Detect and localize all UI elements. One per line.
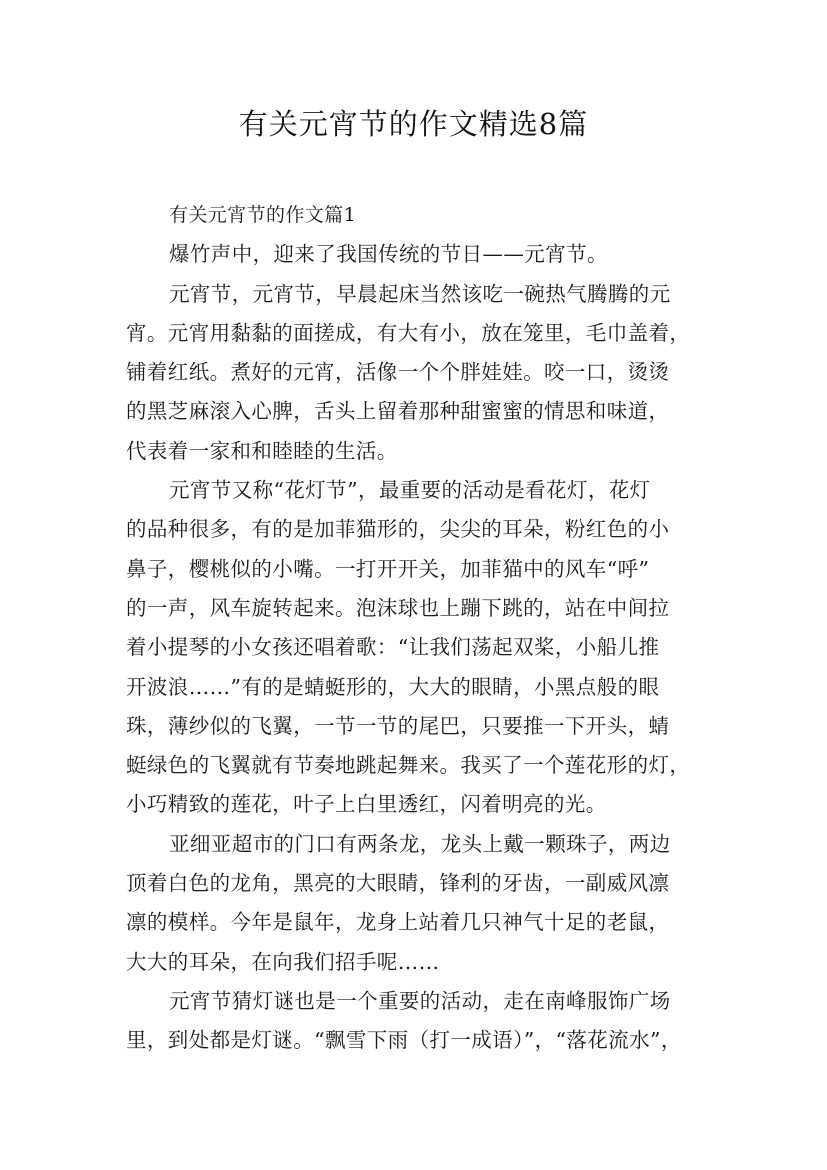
paragraph-line: 鼻子，樱桃似的小嘴。一打开开关，加菲猫中的风车“呼”: [126, 556, 650, 581]
paragraph-line: 亚细亚超市的门口有两条龙，龙头上戴一颗珠子，两边: [169, 831, 671, 856]
paragraph-line: 蜓绿色的飞翼就有节奏地跳起舞来。我买了一个莲花形的灯，: [126, 753, 691, 778]
paragraph-line: 凛的模样。今年是鼠年，龙身上站着几只神气十足的老鼠，: [126, 910, 670, 935]
paragraph-line: 元宵节猜灯谜也是一个重要的活动，走在南峰服饰广场: [169, 988, 671, 1013]
paragraph-line: 元宵节，元宵节，早晨起床当然该吃一碗热气腾腾的元: [169, 281, 671, 306]
paragraph-line: 宵。元宵用黏黏的面搓成，有大有小，放在笼里，毛巾盖着，: [126, 320, 691, 345]
paragraph-line: 顶着白色的龙角，黑亮的大眼睛，锋利的牙齿，一副威风凛: [126, 871, 670, 896]
paragraph-line: 着小提琴的小女孩还唱着歌：“让我们荡起双桨，小船儿推: [126, 635, 660, 660]
paragraph-line: 大大的耳朵，在向我们招手呢……: [126, 949, 440, 974]
paragraph-line: 铺着红纸。煮好的元宵，活像一个个胖娃娃。咬一口，烫烫: [126, 360, 670, 385]
paragraph-line: 代表着一家和和睦睦的生活。: [126, 438, 398, 463]
paragraph-line: 珠，薄纱似的飞翼，一节一节的尾巴，只要推一下开头，蜻: [126, 713, 670, 738]
paragraph-line: 开波浪……”有的是蜻蜓形的，大大的眼睛，小黑点般的眼: [126, 674, 660, 699]
paragraph-line: 的一声，风车旋转起来。泡沫球也上蹦下跳的，站在中间拉: [126, 595, 670, 620]
document-title: 有关元宵节的作文精选8篇: [238, 107, 589, 141]
paragraph-line: 里，到处都是灯谜。“飘雪下雨（打一成语）”，“落花流水”，: [126, 1028, 682, 1053]
document-body: [126, 196, 706, 1061]
paragraph-line: 的品种很多，有的是加菲猫形的，尖尖的耳朵，粉红色的小: [126, 517, 670, 542]
paragraph-line: 小巧精致的莲花，叶子上白里透红，闪着明亮的光。: [126, 792, 607, 817]
paragraph-line: 元宵节又称“花灯节”，最重要的活动是看花灯，花灯: [169, 478, 651, 503]
section-heading: 有关元宵节的作文篇1: [169, 204, 357, 226]
paragraph-line: 爆竹声中，迎来了我国传统的节日——元宵节。: [169, 242, 608, 267]
paragraph-line: 的黑芝麻滚入心脾，舌头上留着那种甜蜜蜜的情思和味道，: [126, 399, 670, 424]
